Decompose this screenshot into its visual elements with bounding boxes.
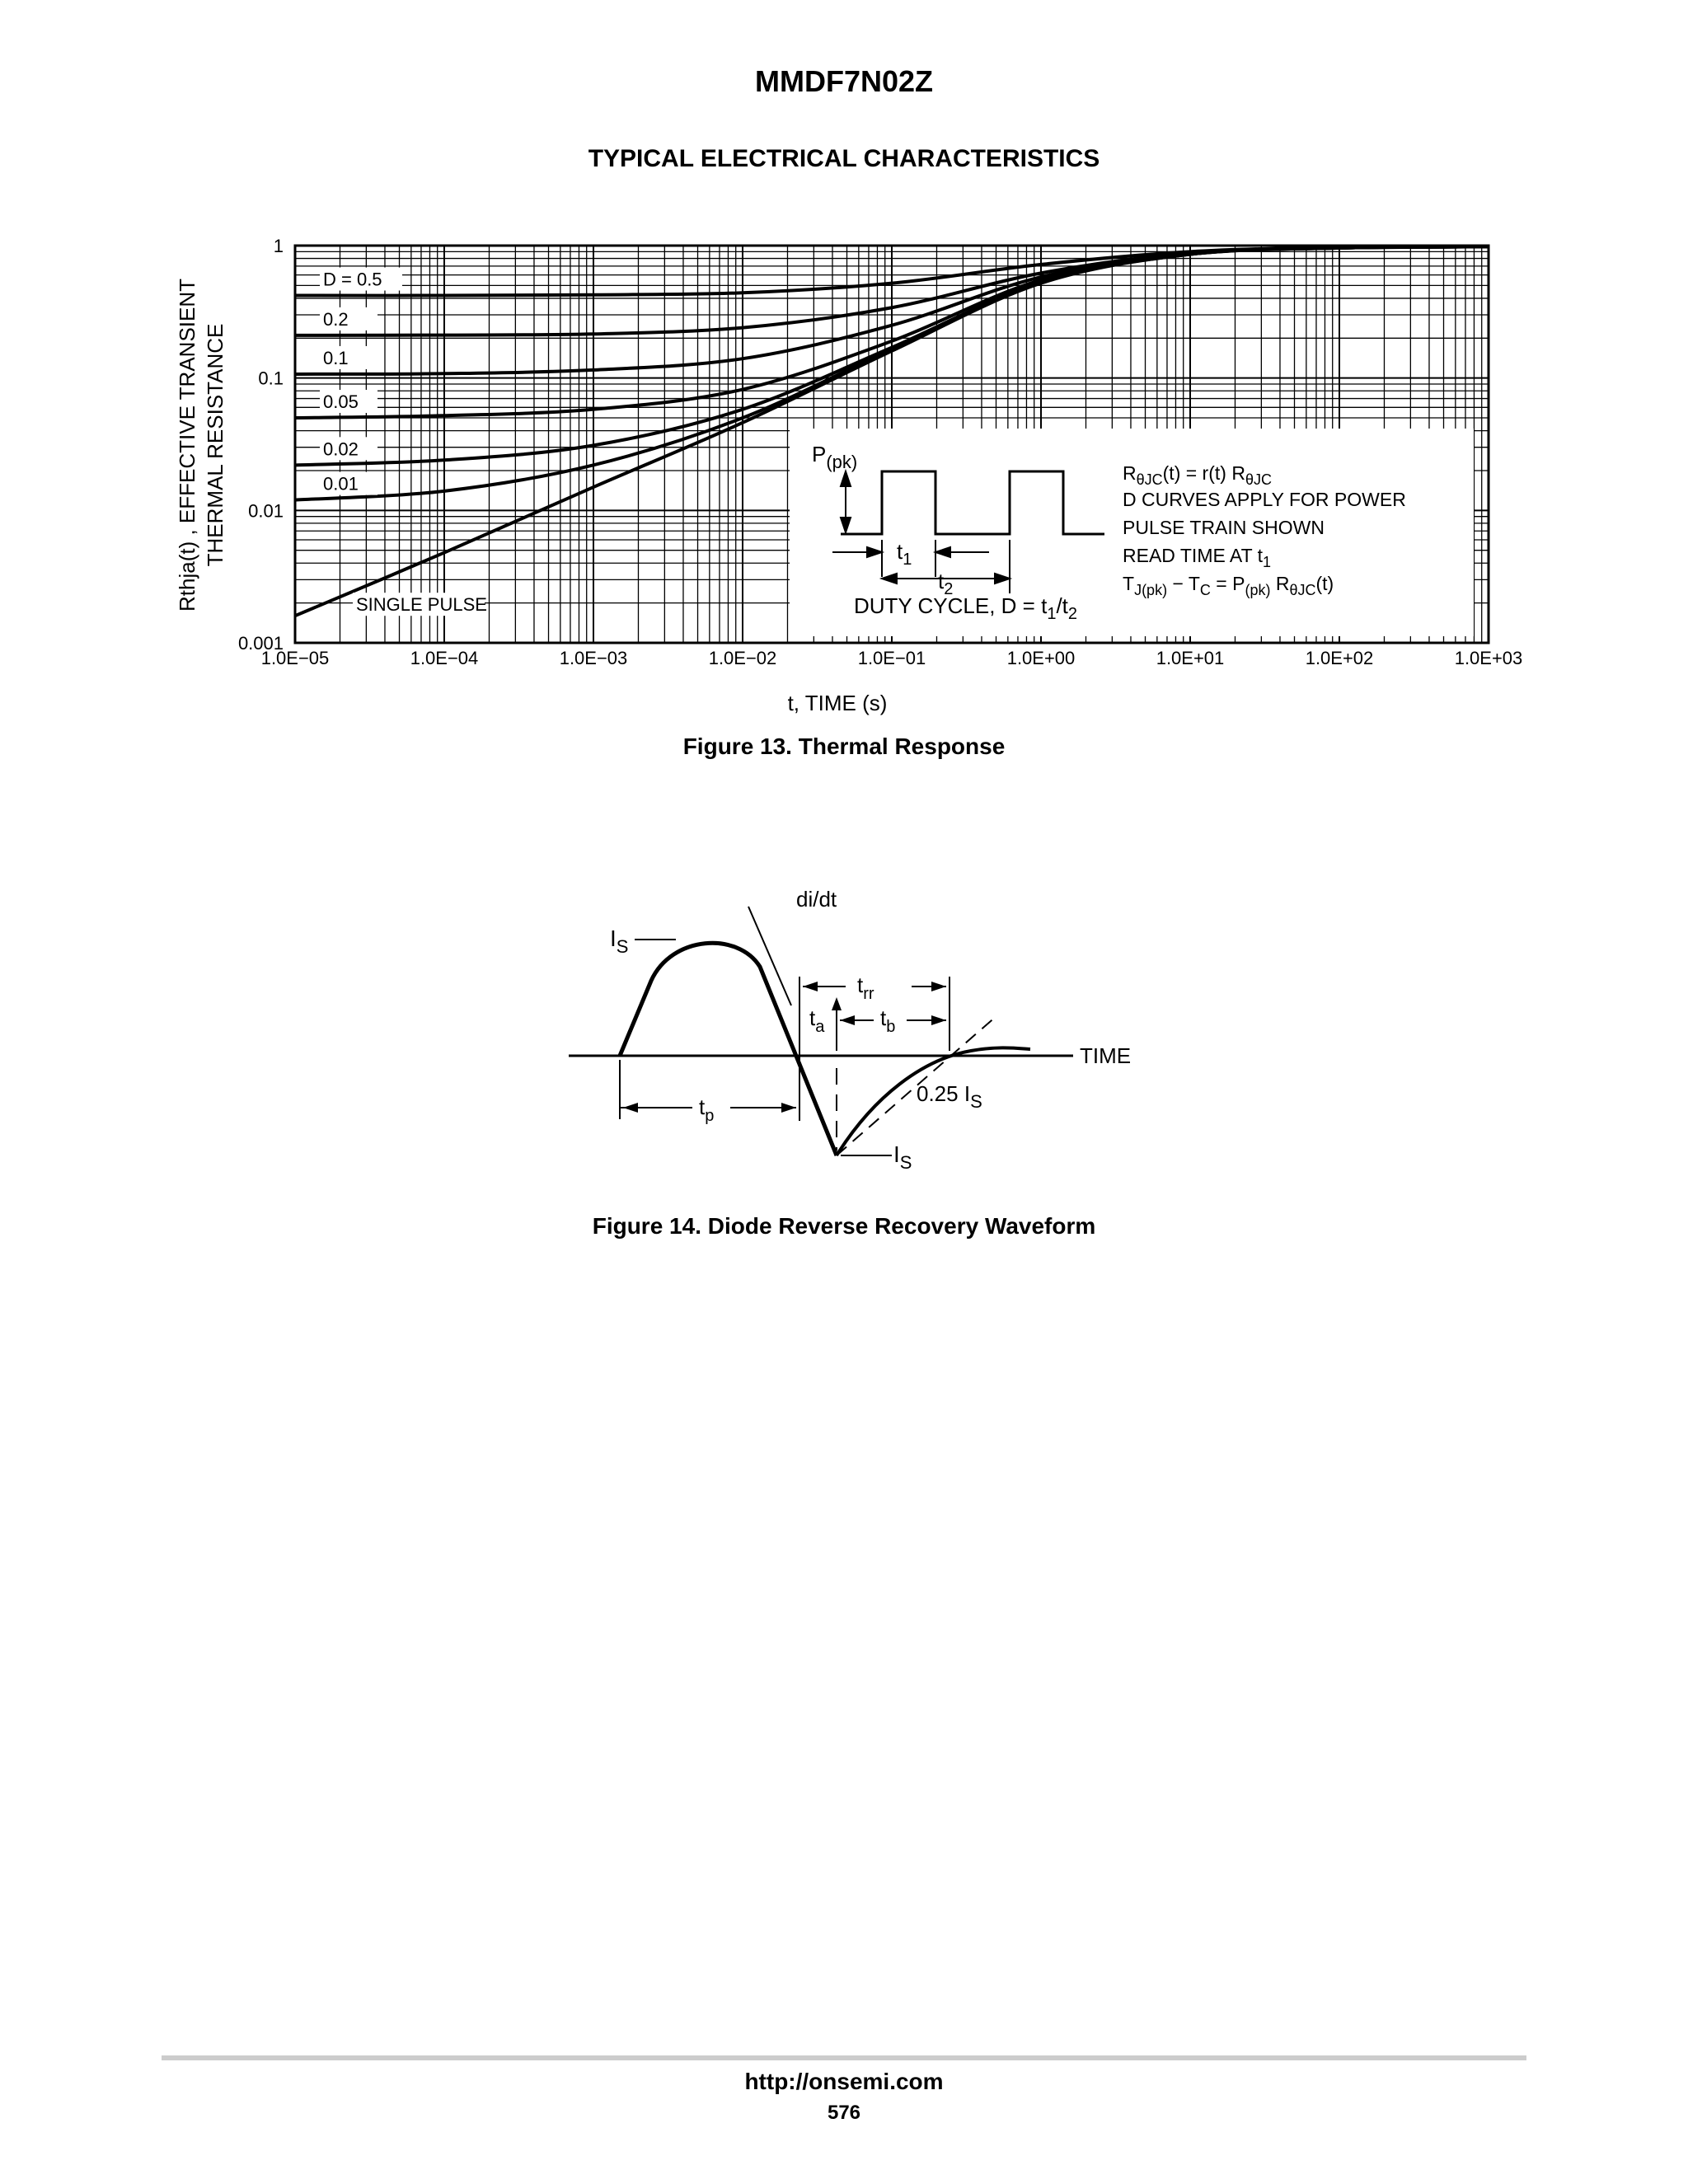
ta-label: $t_a$ xyxy=(809,1005,825,1036)
tp-label: $t_p$ xyxy=(699,1094,715,1125)
x-tick-label: 1.0E+00 xyxy=(1006,648,1076,668)
section-title: TYPICAL ELECTRICAL CHARACTERISTICS xyxy=(588,145,1100,172)
y-axis-label-line-1: Rthja(t) , EFFECTIVE TRANSIENT xyxy=(175,278,199,612)
quarter-is-label: 0.25 $I_S$ xyxy=(917,1081,982,1112)
series-label: 0.02 xyxy=(323,438,359,460)
y-tick-label: 0.01 xyxy=(248,500,284,522)
tb-label: $t_b$ xyxy=(880,1005,896,1036)
x-tick-label: 1.0E−05 xyxy=(260,648,330,668)
inset-note-2: D CURVES APPLY FOR POWER xyxy=(1123,489,1406,510)
y-axis-label-line-2: THERMAL RESISTANCE xyxy=(203,323,227,567)
is-reverse-label: $I_S$ xyxy=(893,1141,912,1173)
inset-p-label: $P_{(pk)}$ xyxy=(812,442,858,472)
x-tick-label: 1.0E−01 xyxy=(857,648,926,668)
x-tick-label: 1.0E+02 xyxy=(1305,648,1374,668)
series-label: 0.05 xyxy=(323,391,359,413)
trr-label: $t_{rr}$ xyxy=(857,972,874,1003)
figure-14-caption: Figure 14. Diode Reverse Recovery Waveform xyxy=(592,1213,1096,1239)
x-axis-label: t, TIME (s) xyxy=(787,691,888,715)
x-tick-label: 1.0E−02 xyxy=(708,648,777,668)
x-tick-label: 1.0E−04 xyxy=(410,648,479,668)
x-tick-label: 1.0E+03 xyxy=(1454,648,1523,668)
inset-duty-cycle: DUTY CYCLE, $D = t_1/t_2$ xyxy=(854,593,1078,623)
series-label: 0.2 xyxy=(323,308,349,330)
reverse-recovery-waveform xyxy=(0,874,1688,1220)
inset-t1: $t_1$ xyxy=(897,539,912,569)
x-tick-label: 1.0E+01 xyxy=(1156,648,1225,668)
y-tick-label: 0.1 xyxy=(258,368,284,389)
series-label: 0.01 xyxy=(323,473,359,494)
x-tick-label: 1.0E−03 xyxy=(559,648,628,668)
series-label: D = 0.5 xyxy=(323,269,382,290)
inset-note-5: $T_{J(pk)} - T_C = P_{(pk)}$ $R_{\theta JC}(t)$ xyxy=(1123,573,1334,598)
part-number: MMDF7N02Z xyxy=(754,64,934,98)
didt-label: di/dt xyxy=(796,887,837,912)
is-peak-label: $I_S$ xyxy=(610,926,629,957)
series-label: 0.1 xyxy=(323,347,349,368)
inset-note-1: $R_{\theta JC}(t) = r(t)$ $R_{\theta JC}$ xyxy=(1123,462,1272,488)
inset-note-4: READ TIME AT $t_1$ xyxy=(1123,545,1271,570)
time-axis-label: TIME xyxy=(1080,1043,1132,1068)
thermal-response-chart xyxy=(0,0,1688,775)
page-number: 576 xyxy=(827,2102,861,2124)
y-tick-label: 1 xyxy=(273,236,284,256)
y-tick-label: 0.001 xyxy=(237,633,284,654)
forward-current-pulse xyxy=(620,943,837,1155)
footer-divider xyxy=(162,2055,1526,2060)
fig14-arrowheads xyxy=(623,982,946,1113)
inset-note-3: PULSE TRAIN SHOWN xyxy=(1123,517,1325,538)
footer-url[interactable]: http://onsemi.com xyxy=(744,2069,944,2094)
series-label: SINGLE PULSE xyxy=(356,594,487,616)
figure-13-caption: Figure 13. Thermal Response xyxy=(682,733,1006,759)
inset-t2: $t_2$ xyxy=(938,569,954,598)
